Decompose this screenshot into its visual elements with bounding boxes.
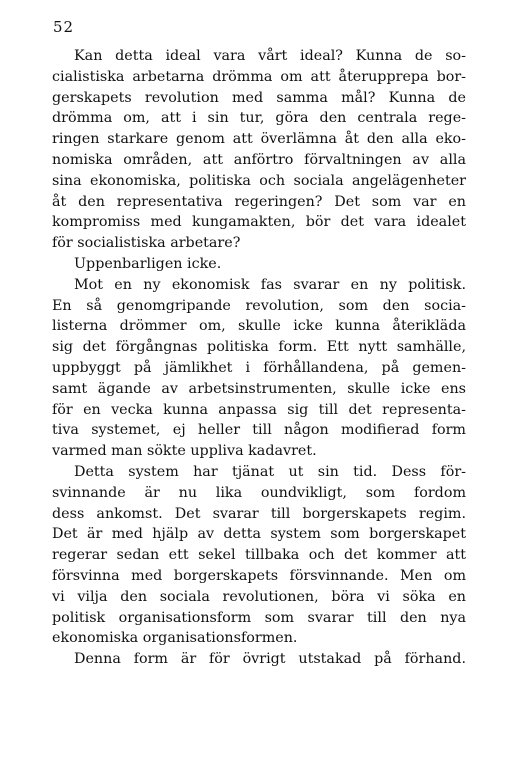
page-number: 52 (53, 18, 75, 36)
text-line: svinnande är nu lika oundvikligt, som fordom (52, 484, 466, 501)
text-line: uppbyggt på jämlikhet i förhållandena, på gemen- (52, 359, 466, 376)
text-line: kompromiss med kungamakten, bör det vara idealet (52, 214, 466, 231)
text-line: politisk organisationsform som svarar till den nya (52, 609, 466, 626)
text-line: En så genomgripande revolution, som den socia- (52, 297, 466, 314)
text-line: Mot en ny ekonomisk fas svarar en ny politisk. (74, 276, 466, 293)
text-line: vi vilja den sociala revolutionen, böra vi söka en (52, 588, 466, 605)
text-line: för en vecka kunna anpassa sig till det representa- (52, 401, 466, 418)
text-line: listerna drömmer om, skulle icke kunna återikläda (52, 318, 466, 335)
text-line: cialistiska arbetarna drömma om att återupprepa bor- (52, 68, 466, 85)
text-line: sig det förgångnas politiska form. Ett nytt samhälle, (52, 339, 466, 356)
text-line: Denna form är för övrigt utstakad på förhand. (74, 651, 466, 668)
text-line: tiva systemet, ej heller till någon modifierad form (52, 422, 466, 439)
text-line: ekonomiska organisationsformen. (52, 630, 298, 647)
text-line: Detta system har tjänat ut sin tid. Dess för- (74, 463, 466, 480)
text-line: försvinna med borgerskapets försvinnande. Men om (52, 567, 466, 584)
text-line: varmed man sökte uppliva kadavret. (52, 443, 317, 460)
text-line: ringen starkare genom att överlämna åt den alla eko- (52, 131, 466, 148)
text-line: dess ankomst. Det svarar till borgerskapets regim. (52, 505, 466, 522)
text-line: nomiska områden, att anförtro förvaltningen av alla (52, 151, 466, 168)
text-line: sina ekonomiska, politiska och sociala angelägenheter (52, 172, 466, 189)
text-line: samt ägande av arbetsinstrumenten, skulle icke ens (52, 380, 466, 397)
body-text (52, 46, 466, 670)
text-line: drömma om, att i sin tur, göra den centrala rege- (52, 110, 466, 127)
text-line: Kan detta ideal vara vårt ideal? Kunna de so- (74, 48, 466, 64)
text-line: Det är med hjälp av detta system som borgerskapet (52, 526, 466, 543)
text-line: åt den representativa regeringen? Det som var en (52, 193, 466, 210)
text-line: Uppenbarligen icke. (74, 255, 222, 272)
text-line: regerar sedan ett sekel tillbaka och det kommer att (52, 547, 466, 564)
text-line: gerskapets revolution med samma mål? Kunna de (52, 89, 466, 106)
text-line: för socialistiska arbetare? (52, 235, 241, 252)
